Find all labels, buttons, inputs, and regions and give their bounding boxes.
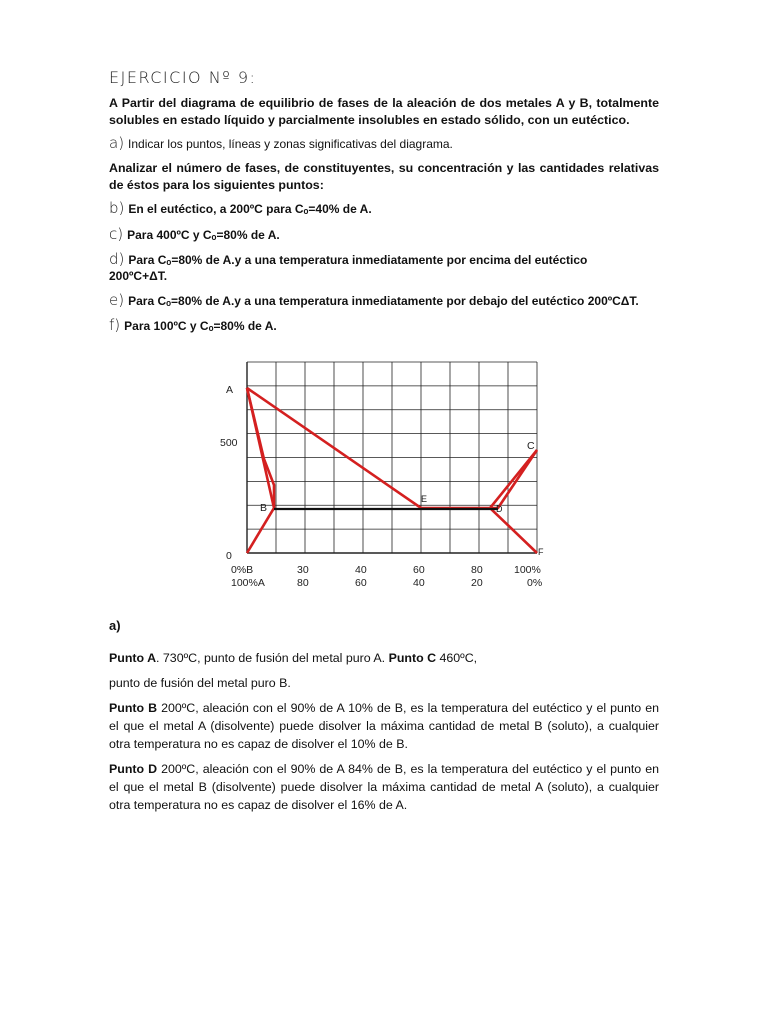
punto-b-text: 200ºC, aleación con el 90% de A 10% de B, es la temperatura del eutéctico y el punto en el que el metal A (disolvente) puede disolver la máxima cantidad de metal B (soluto), a cualquier otra temperatura no es capaz de disolver el 10% de B. [109, 701, 659, 751]
phase-diagram [0, 345, 768, 605]
item-c-letter: c) [109, 225, 124, 243]
x-tick-top-5: 100% [514, 564, 541, 576]
x-tick-bottom-3: 40 [413, 577, 425, 589]
point-label-a: A [226, 384, 234, 396]
item-f-text: Para 100ºC y Cₒ=80% de A. [124, 319, 277, 333]
x-tick-bottom-2: 60 [355, 577, 367, 589]
item-e [109, 292, 669, 309]
item-a-text: Indicar los puntos, líneas y zonas significativas del diagrama. [128, 137, 453, 151]
item-d [109, 251, 669, 268]
exercise-title: EJERCICIO Nº 9: [109, 68, 257, 87]
intro-paragraph: A Partir del diagrama de equilibrio de fases de la aleación de dos metales A y B, totalmente solubles en estado líquido y parcialmente insolubles en estado sólido, con un eutéctico. [109, 96, 659, 127]
point-label-b: B [260, 502, 268, 514]
x-tick-bottom-4: 20 [471, 577, 483, 589]
answer-punto-a [109, 650, 659, 667]
punto-d-text: 200ºC, aleación con el 90% de A 84% de B, es la temperatura del eutéctico y el punto en el que el metal B (disolvente) puede disolver la máxima cantidad de metal A (soluto), a cualquier otra temperatura no es capaz de disolver el 16% de A. [109, 762, 659, 812]
item-b-letter: b) [109, 199, 125, 217]
x-tick-top-3: 60 [413, 564, 425, 576]
punto-c-text: 460ºC, [436, 651, 478, 665]
answer-punto-c-cont: punto de fusión del metal puro B. [109, 676, 291, 690]
item-d-line2: 200ºC+ΔT. [109, 269, 168, 283]
answer-punto-b [109, 699, 659, 753]
alpha-boundary [247, 388, 274, 508]
point-label-c: C [527, 440, 535, 452]
solvus-b-curve [490, 450, 537, 553]
answer-heading: a) [109, 618, 121, 633]
x-tick-top-0: 0%B [231, 564, 254, 576]
item-a-letter: a) [109, 134, 125, 152]
punto-d-label: Punto D [109, 762, 158, 776]
point-label-e: E [421, 494, 428, 504]
item-b [109, 200, 669, 217]
x-tick-bottom-1: 80 [297, 577, 309, 589]
x-tick-top-1: 30 [297, 564, 309, 576]
y-tick-500: 500 [220, 437, 238, 449]
x-tick-bottom-5: 0% [527, 577, 543, 589]
item-f-letter: f) [109, 316, 121, 334]
punto-c-label: Punto C [388, 651, 437, 665]
item-c-text: Para 400ºC y Cₒ=80% de A. [127, 228, 280, 242]
punto-a-label: Punto A [109, 651, 157, 665]
point-label-d: D [496, 504, 503, 514]
x-tick-top-2: 40 [355, 564, 367, 576]
item-f [109, 317, 669, 334]
item-e-text: Para Cₒ=80% de A.y a una temperatura inmediatamente por debajo del eutéctico 200ºCΔT. [128, 294, 639, 308]
point-label-f: F [538, 547, 544, 557]
answer-punto-d [109, 760, 659, 814]
item-e-letter: e) [109, 291, 125, 309]
x-tick-bottom-0: 100%A [231, 577, 265, 589]
y-tick-0: 0 [226, 550, 232, 562]
item-c [109, 226, 669, 243]
diagram-grid [247, 362, 537, 553]
solvus-a-curve [247, 388, 274, 553]
item-d-letter: d) [109, 250, 125, 268]
x-tick-top-4: 80 [471, 564, 483, 576]
item-d-text: Para Cₒ=80% de A.y a una temperatura inmediatamente por encima del eutéctico [128, 253, 588, 267]
item-b-text: En el eutéctico, a 200ºC para Cₒ=40% de A. [128, 202, 372, 216]
item-a [109, 135, 669, 152]
punto-a-text: . 730ºC, punto de fusión del metal puro A. [156, 651, 389, 665]
punto-b-label: Punto B [109, 701, 158, 715]
analyze-paragraph: Analizar el número de fases, de constituyentes, su concentración y las cantidades relativas de éstos para los siguientes puntos: [109, 161, 659, 192]
